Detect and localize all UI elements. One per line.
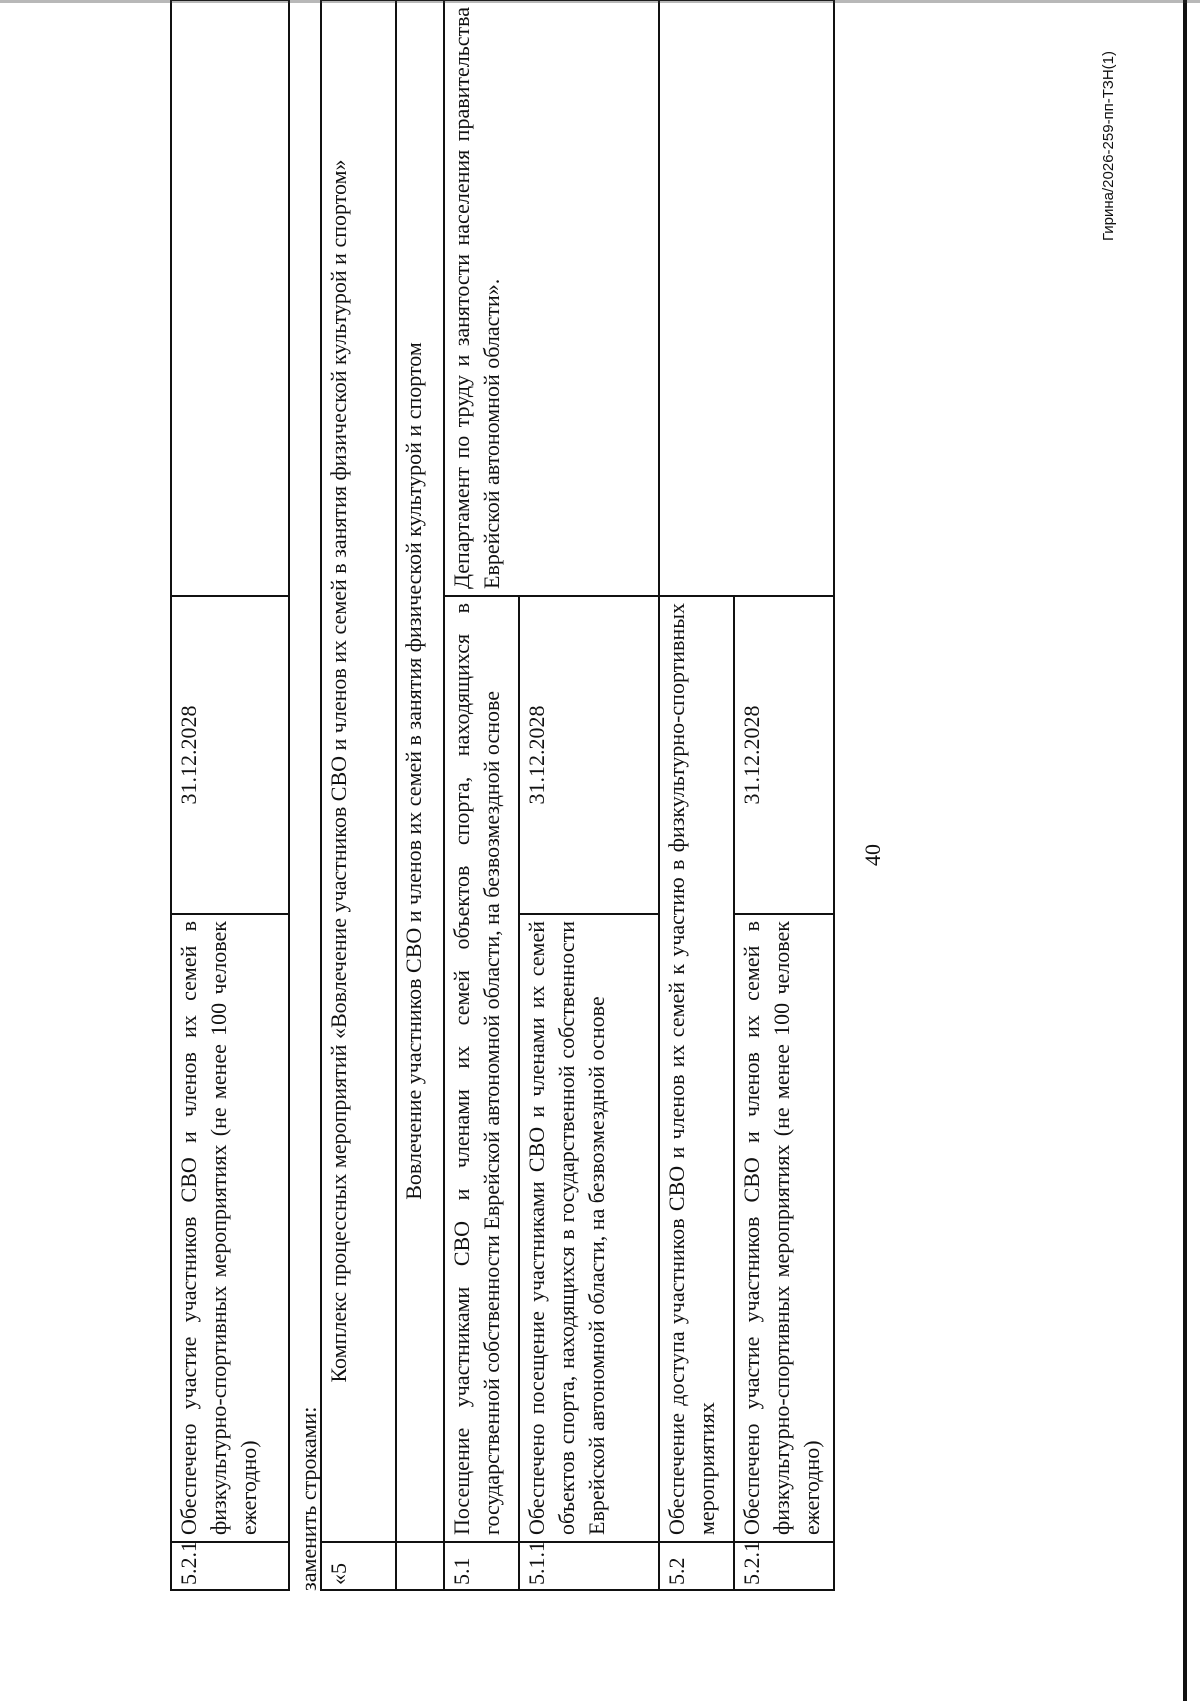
replace-label: заменить строками:	[296, 1406, 321, 1591]
row-number: 5.1	[444, 1542, 519, 1590]
document-code: Гирина/2026-259-пп-ТЗН(1)	[1100, 50, 1117, 241]
complex-title: Комплекс процессных мероприятий «Вовлечение участников СВО и членов их семей в занятия физической культурой и спортом»	[321, 0, 396, 1542]
row-text: Обеспечено участие участников СВО и членов их семей в физкультурно-спортивных мероприятиях (не менее 100 человек ежегодно)	[734, 914, 834, 1542]
row-date: 31.12.2028	[734, 596, 834, 914]
table-row	[659, 0, 734, 1590]
row-number	[396, 1542, 444, 1590]
row-responsible: Департамент по труду и занятости населения правительства Еврейской автономной области».	[444, 0, 659, 596]
table-row	[396, 0, 444, 1590]
scan-top-mark	[0, 0, 1200, 3]
row-number: 5.2	[659, 1542, 734, 1590]
row-text: Посещение участниками СВО и членами их семей объектов спорта, находящихся в государственной собственности Еврейской автономной области, на безвозмездной основе	[444, 596, 519, 1542]
row-number: 5.2.1	[171, 1542, 289, 1590]
table-row	[171, 0, 289, 1590]
top-table	[170, 0, 290, 1591]
row-number: «5	[321, 1542, 396, 1590]
goal-text: Вовлечение участников СВО и членов их семей в занятия физической культурой и спортом	[396, 0, 444, 1542]
row-responsible	[171, 0, 289, 596]
row-date: 31.12.2028	[519, 596, 659, 914]
replacement-table	[320, 0, 835, 1591]
row-date: 31.12.2028	[171, 596, 289, 914]
table-row	[444, 0, 519, 1590]
row-number: 5.1.1	[519, 1542, 659, 1590]
row-number: 5.2.1	[734, 1542, 834, 1590]
scan-edge-line	[1183, 0, 1187, 1701]
page-number: 40	[860, 844, 885, 866]
row-responsible	[659, 0, 834, 596]
row-text: Обеспечение доступа участников СВО и членов их семей к участию в физкультурно-спортивных мероприятиях	[659, 596, 734, 1542]
row-text: Обеспечено участие участников СВО и членов их семей в физкультурно-спортивных мероприятиях (не менее 100 человек ежегодно)	[171, 914, 289, 1542]
row-text: Обеспечено посещение участниками СВО и членами их семей объектов спорта, находящихся в государственной собственности Еврейской автономной области, на безвозмездной основе	[519, 914, 659, 1542]
table-row	[321, 0, 396, 1590]
